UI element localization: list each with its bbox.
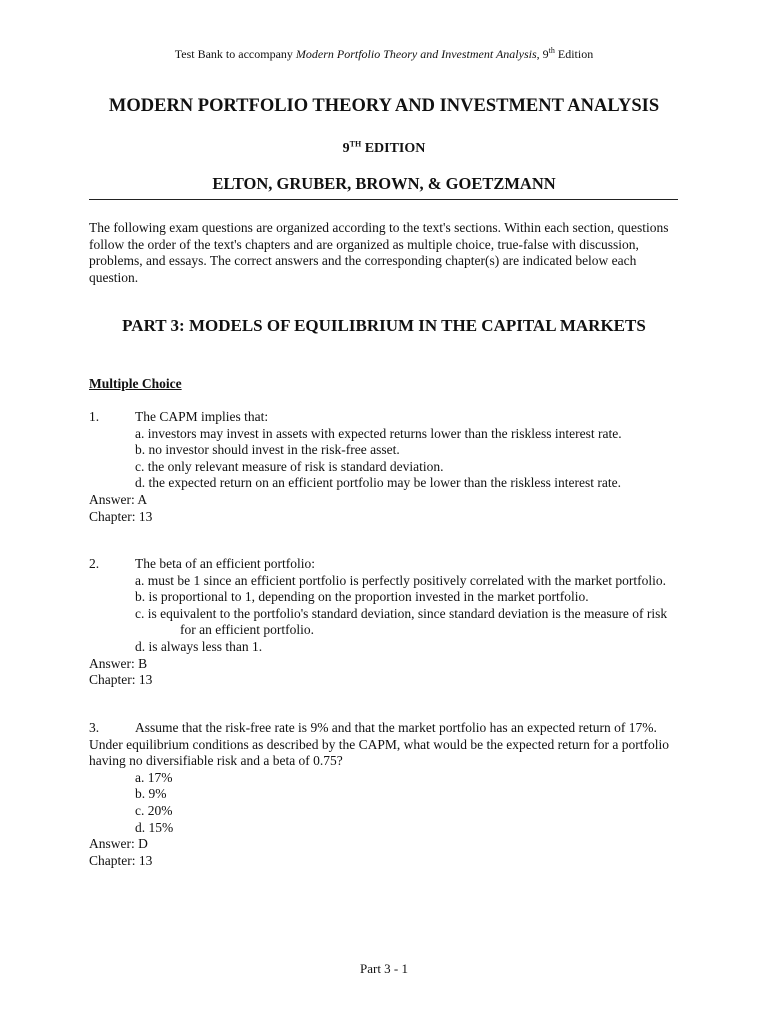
option-d: d. the expected return on an efficient portfolio may be lower than the riskless interest rate.: [135, 475, 621, 491]
header-prefix: Test Bank to accompany: [174, 47, 296, 61]
option-c: c. 20%: [135, 802, 173, 818]
option-d: d. 15%: [135, 819, 174, 835]
header-edition-word: Edition: [554, 47, 594, 61]
authors-line: ELTON, GRUBER, BROWN, & GOETZMANN: [212, 174, 556, 193]
question-stem-line: having no diversifiable risk and a beta of 0.75?: [89, 753, 343, 769]
answer-line: Answer: D: [89, 836, 148, 852]
chapter-line: Chapter: 13: [89, 672, 153, 688]
intro-line: problems, and essays. The correct answers and the corresponding chapter(s) are indicated below each: [89, 253, 637, 269]
header-edition-num: , 9: [536, 47, 549, 61]
question-3: [89, 720, 689, 869]
option-a: a. must be 1 since an efficient portfolio is perfectly positively correlated with the market portfolio.: [135, 572, 666, 588]
question-number: 1.: [89, 409, 100, 424]
option-a: a. 17%: [135, 769, 173, 785]
edition-line: [0, 141, 768, 158]
question-2: [89, 556, 689, 689]
intro-paragraph: [89, 220, 679, 286]
option-c-continued: for an efficient portfolio.: [180, 622, 314, 638]
document-title: MODERN PORTFOLIO THEORY AND INVESTMENT ANALYSIS: [108, 96, 660, 116]
edition-word: EDITION: [361, 141, 426, 156]
option-b: b. 9%: [135, 786, 167, 802]
header-edition-sup: th: [548, 46, 555, 55]
title-divider: [89, 199, 678, 200]
question-stem: The CAPM implies that:: [135, 409, 269, 424]
question-stem: The beta of an efficient portfolio:: [135, 556, 316, 571]
question-number: 3.: [89, 720, 100, 735]
option-a: a. investors may invest in assets with expected returns lower than the riskless interest rate.: [135, 425, 622, 441]
question-stem-line: [89, 720, 689, 737]
question-stem: Assume that the risk-free rate is 9% and that the market portfolio has an expected return of 17%.: [135, 720, 657, 735]
answer-line: Answer: A: [89, 491, 148, 507]
page-footer: Part 3 - 1: [359, 961, 409, 976]
answer-line: Answer: B: [89, 655, 148, 671]
option-c: c. is equivalent to the portfolio's standard deviation, since standard deviation is the measure of risk: [135, 605, 668, 621]
running-header: [0, 46, 768, 63]
header-book-title: Modern Portfolio Theory and Investment Analysis: [295, 47, 537, 61]
chapter-line: Chapter: 13: [89, 508, 153, 524]
intro-line: follow the order of the text's chapters and are organized as multiple choice, true-false with discussion,: [89, 236, 639, 252]
option-c: c. the only relevant measure of risk is standard deviation.: [135, 458, 444, 474]
section-heading: Multiple Choice: [89, 376, 182, 391]
edition-superscript: TH: [349, 139, 362, 149]
chapter-line: Chapter: 13: [89, 852, 153, 868]
question-stem-line: Under equilibrium conditions as described by the CAPM, what would be the expected return for a portfolio: [89, 736, 669, 752]
option-b: b. no investor should invest in the risk-free asset.: [135, 442, 400, 458]
question-1: [89, 409, 689, 525]
intro-line: question.: [89, 269, 139, 285]
part-heading: PART 3: MODELS OF EQUILIBRIUM IN THE CAPITAL MARKETS: [122, 316, 646, 335]
option-d: d. is always less than 1.: [135, 638, 263, 654]
intro-line: The following exam questions are organized according to the text's sections. Within each section, questions: [89, 220, 669, 235]
question-number: 2.: [89, 556, 100, 571]
option-b: b. is proportional to 1, depending on the proportion invested in the market portfolio.: [135, 589, 589, 605]
edition-number: 9: [342, 141, 350, 156]
